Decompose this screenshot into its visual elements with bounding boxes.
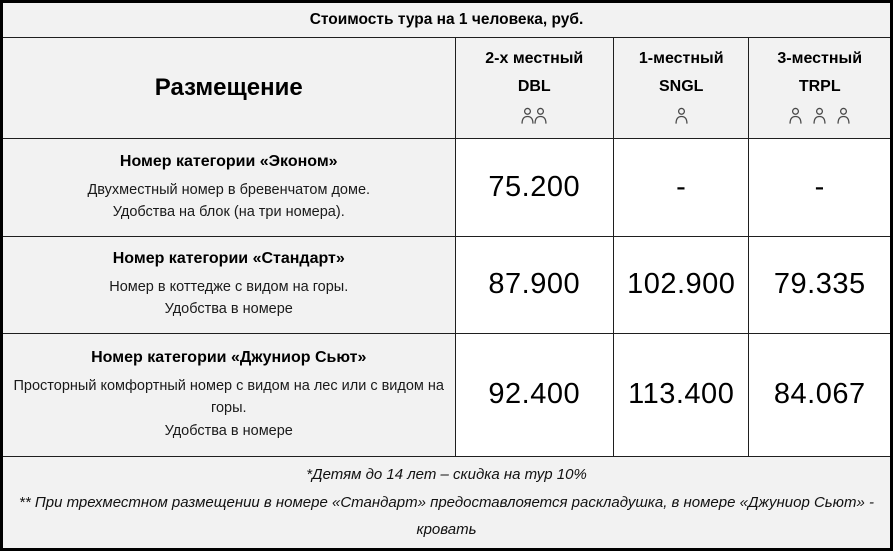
price-cell-economy-sngl: - [614, 139, 749, 236]
price-cell-standard-sngl: 102.900 [614, 236, 749, 333]
room-info-cell [2, 236, 456, 333]
person-icon [787, 107, 804, 125]
price-column-header-trpl [749, 38, 892, 139]
column-code: SNGL [659, 78, 704, 96]
room-category-title: Номер категории «Стандарт» [112, 250, 345, 268]
price-cell-economy-dbl: 75.200 [455, 139, 614, 236]
price-cell-economy-trpl: - [749, 139, 892, 236]
price-column-header-sngl [614, 38, 749, 139]
price-cell-standard-trpl: 79.335 [749, 236, 892, 333]
person-icon [673, 107, 690, 125]
room-description-line: Удобства в номере [164, 422, 293, 439]
table-title: Стоимость тура на 1 человека, руб. [2, 2, 892, 38]
table-row-standard [2, 236, 892, 333]
person-icon [811, 107, 828, 125]
room-description-line: Просторный комфортный номер с видом на лес или с видом на горы. [13, 377, 444, 417]
occupancy-icons-dbl [456, 107, 614, 125]
room-description-line: Удобства на блок (на три номера). [112, 204, 345, 221]
price-cell-junior-trpl: 84.067 [749, 333, 892, 456]
room-info-cell [2, 333, 456, 456]
column-label: 1-местный [638, 50, 724, 68]
column-label: 3-местный [777, 50, 863, 68]
column-code: DBL [517, 78, 551, 96]
room-category-title: Номер категории «Джуниор Сьют» [91, 349, 367, 367]
price-cell-junior-dbl: 92.400 [455, 333, 614, 456]
price-cell-junior-sngl: 113.400 [614, 333, 749, 456]
footnote-children-discount: *Детям до 14 лет – скидка на тур 10% [306, 465, 587, 483]
table-row-junior-suite [2, 333, 892, 456]
room-description-line: Удобства в номере [164, 301, 293, 318]
column-label: 2-х местный [485, 50, 584, 68]
person-icon [532, 107, 549, 125]
footnote-triple-bed: ** При трехместном размещении в номере «Стандарт» предоставлояется раскладушка, в номере «Джуниор Сьют» - кровать [19, 493, 874, 539]
price-cell-standard-dbl: 87.900 [455, 236, 614, 333]
column-code: TRPL [798, 78, 841, 96]
footnotes-cell [2, 456, 892, 549]
room-info-cell [2, 139, 456, 236]
room-category-title: Номер категории «Эконом» [119, 153, 338, 171]
room-description-line: Номер в коттедже с видом на горы. [109, 278, 349, 295]
table-row-economy [2, 139, 892, 236]
price-column-header-dbl [455, 38, 614, 139]
person-icon [835, 107, 852, 125]
placement-column-header: Размещение [2, 38, 456, 139]
occupancy-icons-sngl [614, 107, 748, 125]
occupancy-icons-trpl [749, 107, 890, 125]
room-description-line: Двухместный номер в бревенчатом доме. [87, 181, 371, 198]
